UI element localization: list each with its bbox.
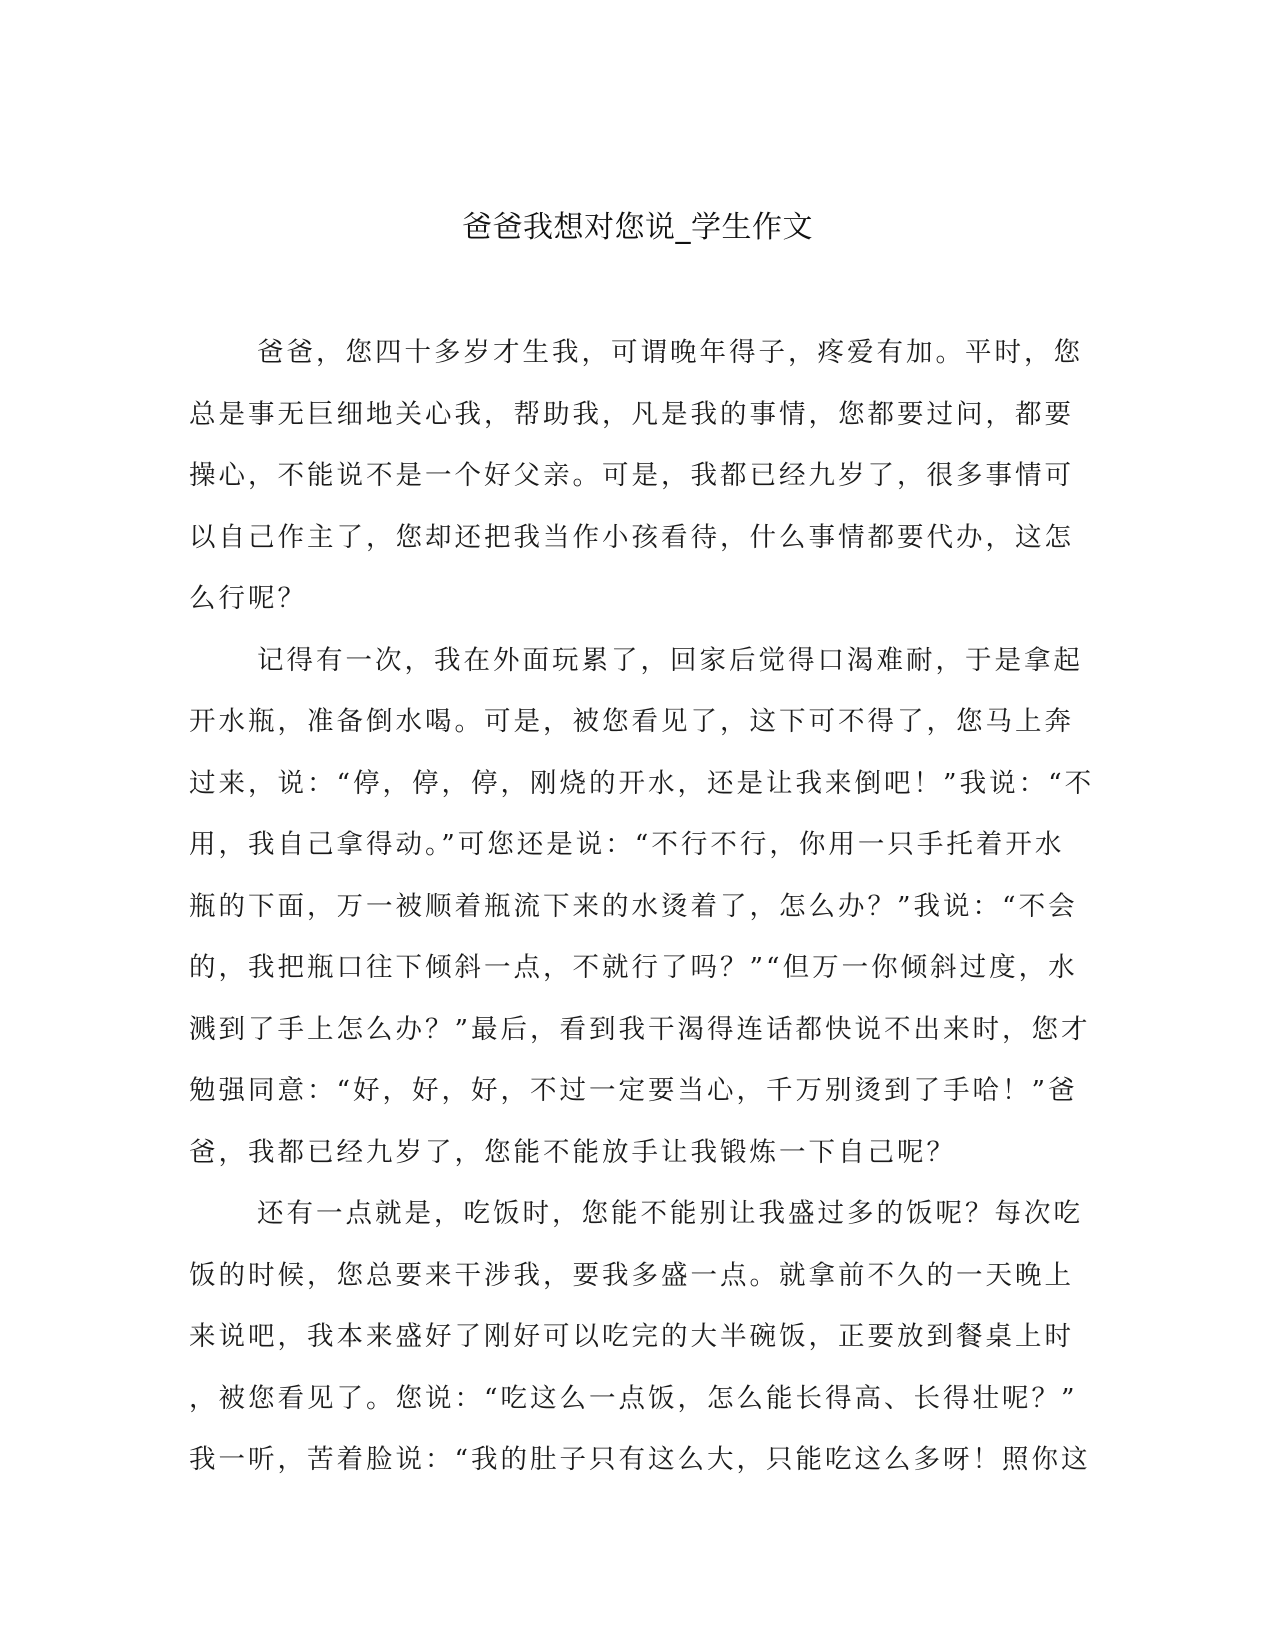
text-line: 还有一点就是，吃饭时，您能不能别让我盛过多的饭呢？每次吃 [257, 1198, 1083, 1229]
text-line: 的，我把瓶口往下倾斜一点，不就行了吗？”“但万一你倾斜过度，水 [189, 952, 1078, 983]
paragraph-3 [189, 1183, 1091, 1491]
text-line: 过来，说：“停，停，停，刚烧的开水，还是让我来倒吧！”我说：“不 [189, 767, 1095, 799]
text-line: 我一听，苦着脸说：“我的肚子只有这么大，只能吃这么多呀！照你这 [189, 1444, 1091, 1475]
paragraph-2 [189, 630, 1095, 1184]
text-line: ，被您看见了。您说：“吃这么一点饭，怎么能长得高、长得壮呢？” [189, 1382, 1078, 1414]
text-line: 勉强同意：“好，好，好，不过一定要当心，千万别烫到了手哈！”爸 [189, 1075, 1078, 1106]
document-title: 爸爸我想对您说_学生作文 [462, 210, 813, 245]
text-line: 记得有一次，我在外面玩累了，回家后觉得口渴难耐，于是拿起 [257, 644, 1083, 676]
text-line: 开水瓶，准备倒水喝。可是，被您看见了，这下可不得了，您马上奔 [189, 706, 1074, 737]
text-line: 用，我自己拿得动。”可您还是说：“不行不行，你用一只手托着开水 [189, 829, 1065, 860]
text-line: 爸，我都已经九岁了，您能不能放手让我锻炼一下自己呢？ [189, 1136, 956, 1168]
text-line: 溅到了手上怎么办？”最后，看到我干渴得连话都快说不出来时，您才 [189, 1013, 1091, 1045]
text-line: 操心，不能说不是一个好父亲。可是，我都已经九岁了，很多事情可 [189, 460, 1074, 491]
text-line: 来说吧，我本来盛好了刚好可以吃完的大半碗饭，正要放到餐桌上时 [189, 1321, 1074, 1352]
text-line: 爸爸，您四十多岁才生我，可谓晚年得子，疼爱有加。平时，您 [257, 337, 1083, 368]
text-line: 瓶的下面，万一被顺着瓶流下来的水烫着了，怎么办？”我说：“不会 [189, 890, 1078, 922]
document-body [189, 322, 1095, 1491]
text-line: 饭的时候，您总要来干涉我，要我多盛一点。就拿前不久的一天晚上 [189, 1259, 1074, 1291]
text-line: 么行呢？ [189, 583, 307, 614]
text-line: 以自己作主了，您却还把我当作小孩看待，什么事情都要代办，这怎 [189, 521, 1074, 553]
text-line: 总是事无巨细地关心我，帮助我，凡是我的事情，您都要过问，都要 [189, 398, 1074, 430]
paragraph-1 [189, 322, 1083, 630]
